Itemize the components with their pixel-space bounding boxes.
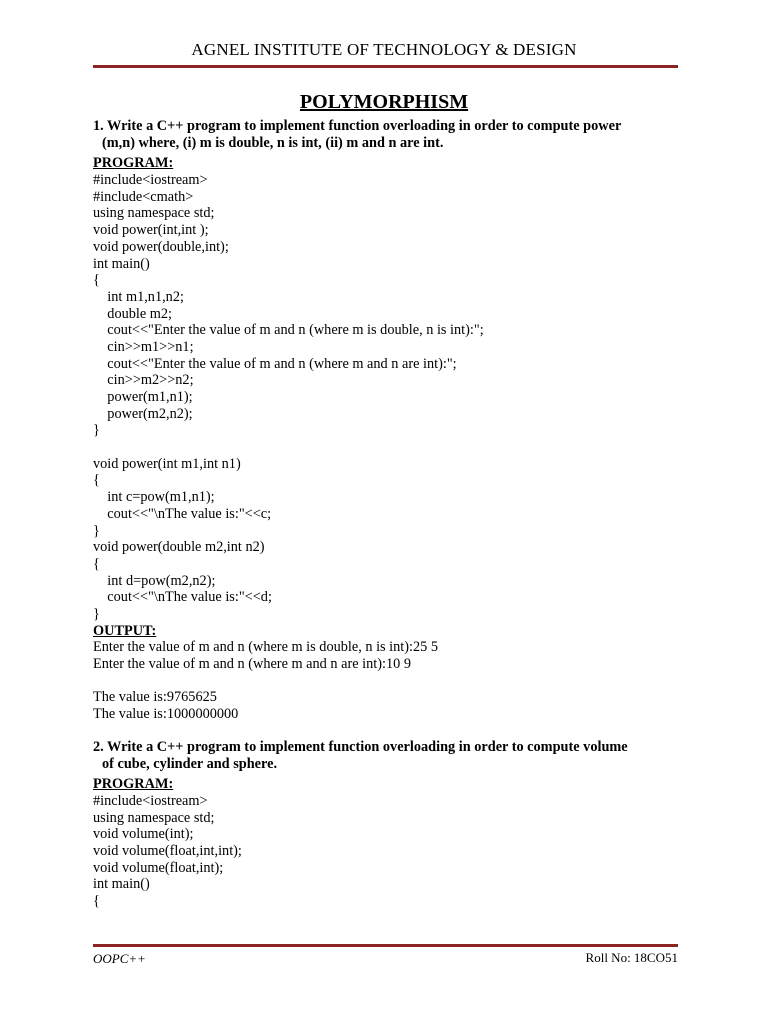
code-line: int m1,n1,n2; (93, 288, 184, 305)
code-line: } (93, 422, 100, 439)
code-line: cout<<"Enter the value of m and n (where m and n are int):"; (93, 355, 457, 372)
output-label: OUTPUT: (93, 622, 157, 639)
code-line: { (93, 272, 100, 289)
code-line: void power(int m1,int n1) (93, 455, 241, 472)
code-line: void volume(int); (93, 826, 194, 843)
code-line: power(m2,n2); (93, 405, 193, 422)
code-line: { (93, 555, 100, 572)
code-line: int main() (93, 255, 150, 272)
question-2-line-2: of cube, cylinder and sphere. (102, 755, 278, 772)
page-title: POLYMORPHISM (299, 91, 469, 113)
code-line: void power(int,int ); (93, 222, 209, 239)
output-line: The value is:1000000000 (93, 706, 239, 723)
output-line: Enter the value of m and n (where m is double, n is int):25 5 (93, 639, 439, 656)
code-line: void power(double m2,int n2) (93, 539, 265, 556)
code-line: int d=pow(m2,n2); (93, 572, 216, 589)
code-line: #include<iostream> (93, 792, 208, 809)
program-label: PROGRAM: (93, 155, 174, 172)
document-body (93, 118, 683, 910)
code-line: void volume(float,int); (93, 859, 224, 876)
code-line: { (93, 893, 100, 910)
code-line: int c=pow(m1,n1); (93, 489, 215, 506)
code-line: { (93, 472, 100, 489)
output-block (93, 639, 683, 722)
code-line: using namespace std; (93, 205, 215, 222)
code-line (93, 439, 683, 456)
footer-roll-number: Roll No: 18CO51 (585, 950, 678, 965)
code-line: using namespace std; (93, 809, 215, 826)
question-2 (93, 739, 683, 772)
code-line: cout<<"\nThe value is:"<<c; (93, 505, 272, 522)
code-line: void volume(float,int,int); (93, 842, 242, 859)
code-line: void power(double,int); (93, 238, 229, 255)
header-institute-name: AGNEL INSTITUTE OF TECHNOLOGY & DESIGN (191, 40, 577, 59)
code-line: int main() (93, 876, 150, 893)
code-line: cout<<"Enter the value of m and n (where m is double, n is int):"; (93, 322, 484, 339)
code-line: power(m1,n1); (93, 389, 193, 406)
code-block (93, 793, 683, 910)
output-line (93, 673, 683, 690)
footer-rule (93, 944, 678, 947)
code-block (93, 172, 683, 623)
question-1-line-2: (m,n) where, (i) m is double, n is int, (ii) m and n are int. (102, 134, 444, 151)
question-1-line-1: 1. Write a C++ program to implement function overloading in order to compute power (93, 118, 622, 134)
code-line: } (93, 522, 100, 539)
question-1 (93, 118, 683, 151)
question-2-line-1: 2. Write a C++ program to implement function overloading in order to compute volume (93, 738, 628, 755)
code-line: cin>>m1>>n1; (93, 338, 194, 355)
code-line: cout<<"\nThe value is:"<<d; (93, 589, 272, 606)
code-line: #include<cmath> (93, 188, 194, 205)
output-line: Enter the value of m and n (where m and n are int):10 9 (93, 656, 411, 673)
header-rule (93, 65, 678, 68)
output-line: The value is:9765625 (93, 689, 217, 706)
code-line: double m2; (93, 305, 173, 322)
footer-course-name: OOPC++ (93, 951, 146, 966)
program-label: PROGRAM: (93, 776, 174, 793)
code-line: #include<iostream> (93, 172, 208, 189)
code-line: } (93, 605, 100, 622)
code-line: cin>>m2>>n2; (93, 372, 194, 389)
